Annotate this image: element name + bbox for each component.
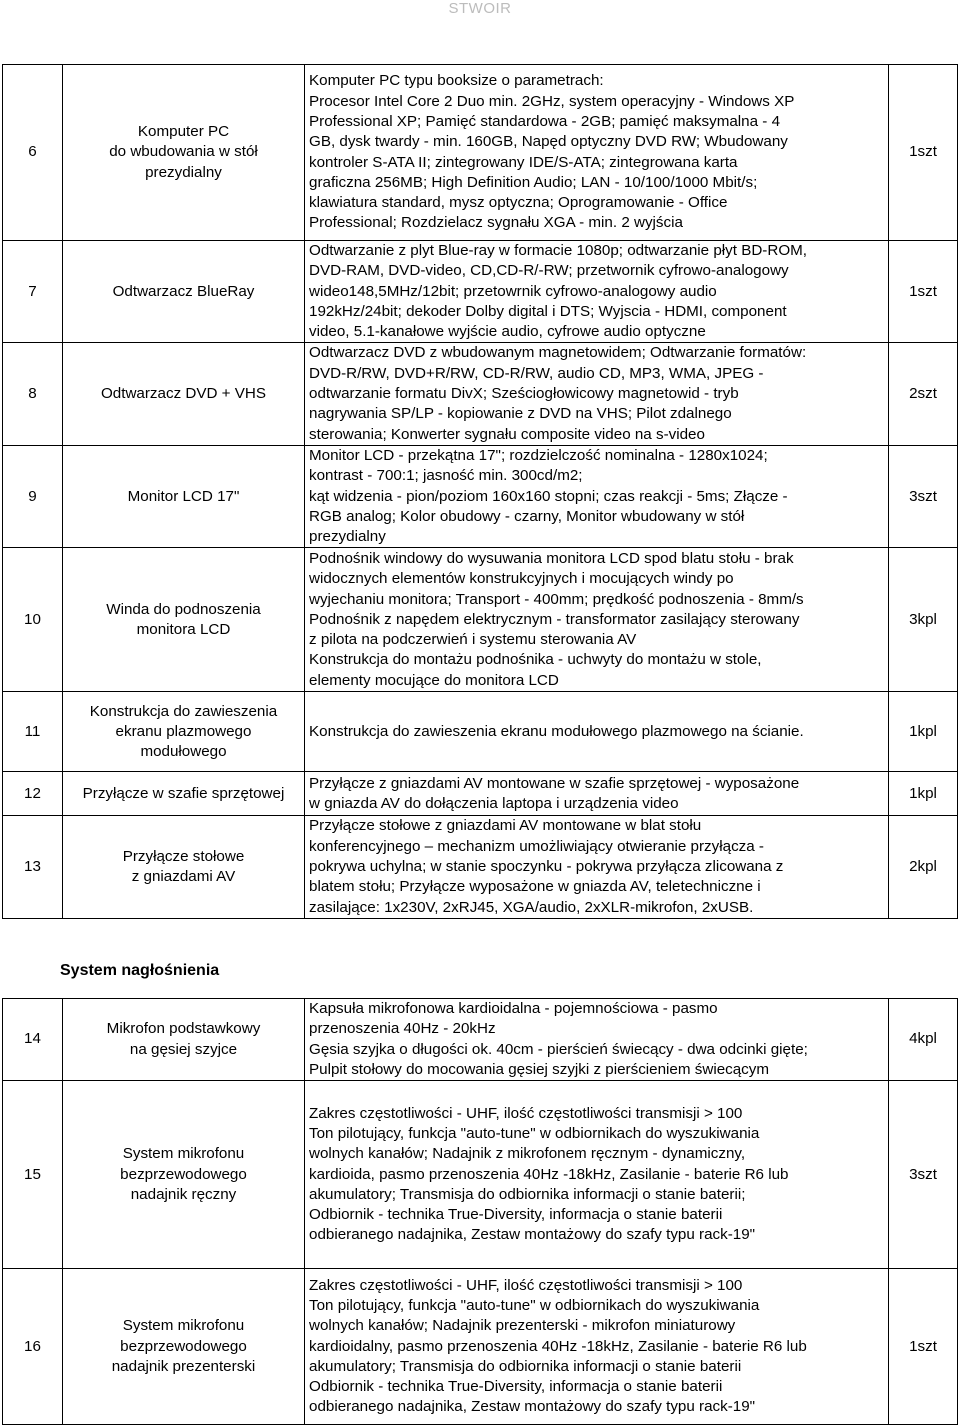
item-name (63, 999, 305, 1081)
item-description (305, 241, 889, 343)
item-quantity (889, 1269, 958, 1425)
table-row (3, 772, 958, 816)
item-description-text: Zakres częstotliwości - UHF, ilość częstotliwości transmisji > 100 Ton pilotujący, funkcja "auto-tune" w odbiornikach do wyszukiwania wolnych kanałów; Nadajnik z mikrofonem ręcznym - dynamiczny, kardioida, pasmo przenoszenia 40Hz -18kHz, Zasilanie - baterie R6 lub akumulatory; Transmisja do odbiornika informacji o stanie baterii; Odbiornik - technika True-Diversity, informacja o stanie baterii odbieranego nadajnika, Zestaw montażowy do szafy typu rack-19" (309, 1104, 789, 1244)
item-description (305, 445, 889, 547)
table-row (3, 1269, 958, 1425)
item-name (63, 1269, 305, 1425)
section-heading: System nagłośnienia (60, 962, 220, 979)
row-number (3, 445, 63, 547)
item-quantity (889, 772, 958, 816)
item-name-text: Mikrofon podstawkowy na gęsiej szyjce (106, 1020, 261, 1058)
item-name-text: Konstrukcja do zawieszenia ekranu plazmowego modułowego (89, 702, 278, 761)
item-name (63, 65, 305, 241)
item-description-text: Podnośnik windowy do wysuwania monitora LCD spod blatu stołu - brak widocznych elementów konstrukcyjnych i mocujących windy po wyjechaniu monitora; Transport - 400mm; prędkość podnoszenia - 8mm/s Podnośnik z napędem elektrycznym - transformator zasilający sterowany z pilota na podczerwień i systemu sterowania AV Konstrukcja do montażu podnośnika - uchwyty do montażu w stole, elementy mocujące do monitora LCD (309, 549, 804, 689)
item-quantity (889, 241, 958, 343)
item-quantity-text: 2szt (909, 385, 937, 403)
item-description-text: Przyłącze stołowe z gniazdami AV montowane w blat stołu konferencyjnego – mechanizm umożliwiający otwieranie przyłącza - pokrywa uchylna; w stanie spoczynku - pokrywa przyłącza zlicowana z blatem stołu; Przyłącze wyposażone w gniazda AV, teletechniczne i zasilające: 1x230V, 2xRJ45, XGA/audio, 2xXLR-mikrofon, 2xUSB. (309, 817, 784, 916)
item-description (305, 772, 889, 816)
item-quantity-text: 4kpl (909, 1030, 937, 1048)
item-description (305, 999, 889, 1081)
row-number-text: 11 (24, 722, 41, 740)
item-quantity (889, 445, 958, 547)
item-name (63, 816, 305, 918)
item-description (305, 65, 889, 241)
item-description-text: Odtwarzacz DVD z wbudowanym magnetowidem; Odtwarzanie formatów: DVD-R/RW, DVD+R/RW, CD-R/RW, audio CD, MP3, WMA, JPEG - odtwarzanie formatu DivX; Sześciogłowicowy magnetowid - tryb nagrywania SP/LP - kopiowanie z DVD na VHS; Pilot zdalnego sterowania; Konwerter sygnału composite video na s-video (309, 344, 807, 443)
item-quantity (889, 65, 958, 241)
item-description-text: Konstrukcja do zawieszenia ekranu modułowego plazmowego na ścianie. (309, 722, 804, 740)
table-row (3, 445, 958, 547)
table-row (3, 548, 958, 692)
row-number (3, 1269, 63, 1425)
item-name (63, 692, 305, 772)
item-description (305, 1081, 889, 1269)
specification-table-av (2, 64, 958, 919)
row-number (3, 999, 63, 1081)
item-quantity-text: 1kpl (909, 784, 937, 802)
item-quantity-text: 3kpl (909, 610, 937, 628)
item-description (305, 548, 889, 692)
item-quantity (889, 999, 958, 1081)
item-description (305, 816, 889, 918)
row-number-text: 16 (24, 1337, 41, 1355)
row-number (3, 816, 63, 918)
item-description-text: Przyłącze z gniazdami AV montowane w szafie sprzętowej - wyposażone w gniazda AV do dołączenia laptopa i urządzenia video (309, 774, 800, 812)
table-row (3, 1081, 958, 1269)
item-quantity (889, 548, 958, 692)
row-number-text: 8 (28, 385, 37, 403)
row-number (3, 1081, 63, 1269)
table-row (3, 692, 958, 772)
table-row (3, 816, 958, 918)
item-description-text: Odtwarzanie z plyt Blue-ray w formacie 1080p; odtwarzanie płyt BD-ROM, DVD-RAM, DVD-video, CD,CD-R/-RW; przetwornik cyfrowo-analogowy wideo148,5MHz/12bit; przetowrnik cyfrowo-analogowy audio 192kHz/24bit; dekoder Dolby digital i DTS; Wyjscia - HDMI, component video, 5.1-kanałowe wyjście audio, cyfrowe audio optyczne (309, 242, 808, 341)
table-row (3, 241, 958, 343)
item-quantity-text: 1szt (909, 143, 937, 161)
row-number (3, 548, 63, 692)
item-description-text: Kapsuła mikrofonowa kardioidalna - pojemnościowa - pasmo przenoszenia 40Hz - 20kHz Gęsia szyjka o długości ok. 40cm - pierścień świecący - dwa odcinki gięte; Pulpit stołowy do mocowania gęsiej szyjki z pierścieniem świecącym (309, 1000, 808, 1078)
row-number (3, 772, 63, 816)
item-quantity-text: 1szt (909, 282, 937, 300)
item-name (63, 445, 305, 547)
item-quantity (889, 692, 958, 772)
item-name (63, 772, 305, 816)
table-row (3, 65, 958, 241)
item-description (305, 692, 889, 772)
item-name-text: Przyłącze stołowe z gniazdami AV (122, 847, 245, 886)
item-quantity (889, 816, 958, 918)
item-name-text: Przyłącze w szafie sprzętowej (82, 784, 285, 802)
row-number-text: 6 (28, 143, 37, 161)
table-body (3, 999, 958, 1425)
item-quantity-text: 2kpl (909, 858, 937, 876)
item-name (63, 1081, 305, 1269)
row-number-text: 14 (24, 1030, 41, 1048)
row-number-text: 12 (24, 784, 41, 802)
row-number-text: 9 (28, 487, 37, 505)
item-name-text: System mikrofonu bezprzewodowego nadajnik prezenterski (111, 1317, 256, 1375)
row-number-text: 10 (24, 610, 41, 628)
item-name-text: Winda do podnoszenia monitora LCD (106, 600, 261, 638)
item-description (305, 1269, 889, 1425)
item-name-text: Komputer PC do wbudowania w stół prezydialny (109, 123, 258, 181)
row-number (3, 343, 63, 445)
item-quantity-text: 1szt (909, 1337, 937, 1355)
table-row (3, 999, 958, 1081)
row-number (3, 692, 63, 772)
item-name-text: Odtwarzacz BlueRay (112, 282, 255, 300)
table-body (3, 65, 958, 919)
item-name (63, 343, 305, 445)
watermark: STWOIR (448, 0, 512, 17)
item-quantity-text: 3szt (909, 487, 937, 505)
row-number (3, 65, 63, 241)
item-description (305, 343, 889, 445)
item-description-text: Zakres częstotliwości - UHF, ilość częstotliwości transmisji > 100 Ton pilotujący, funkcja "auto-tune" w odbiornikach do wyszukiwania wolnych kanałów; Nadajnik prezenterski - mikrofon miniaturowy kardioidalny, pasmo przenoszenia 40Hz -18kHz, Zasilanie - baterie R6 lub akumulatory; Transmisja do odbiornika informacji o stanie baterii Odbiornik - technika True-Diversity, informacja o stanie baterii odbieranego nadajnika, Zestaw montażowy do szafy typu rack-19" (309, 1276, 807, 1416)
row-number-text: 15 (24, 1165, 41, 1183)
row-number-text: 13 (24, 858, 41, 876)
item-description-text: Komputer PC typu booksize o parametrach: Procesor Intel Core 2 Duo min. 2GHz, system operacyjny - Windows XP Professional XP; Pamięć standardowa - 2GB; pamięć maksymalna - 4 GB, dysk twardy - min. 160GB, Napęd optyczny DVD RW; Wbudowany kontroler S-ATA II; zintegrowany IDE/S-ATA; zintegrowana karta graficzna 256MB; High Definition Audio; LAN - 10/100/1000 Mbit/s; klawiatura standard, mysz optyczna; Oprogramowanie - Office Professional; Rozdzielacz sygnału XGA - min. 2 wyjścia (309, 72, 795, 232)
item-quantity-text: 3szt (909, 1165, 937, 1183)
item-quantity (889, 1081, 958, 1269)
item-name (63, 241, 305, 343)
specification-table-audio (2, 998, 958, 1425)
table-row (3, 343, 958, 445)
item-name-text: Monitor LCD 17" (127, 487, 240, 505)
item-name-text: Odtwarzacz DVD + VHS (100, 385, 266, 403)
row-number-text: 7 (28, 282, 37, 300)
item-name-text: System mikrofonu bezprzewodowego nadajnik ręczny (120, 1145, 247, 1203)
item-description-text: Monitor LCD - przekątna 17"; rozdzielczość nominalna - 1280x1024; kontrast - 700:1; jasność min. 300cd/m2; kąt widzenia - pion/poziom 160x160 stopni; czas reakcji - 5ms; Złącze - RGB analog; Kolor obudowy - czarny, Monitor wbudowany w stół prezydialny (309, 446, 788, 546)
item-quantity (889, 343, 958, 445)
item-quantity-text: 1kpl (909, 722, 937, 740)
row-number (3, 241, 63, 343)
item-name (63, 548, 305, 692)
